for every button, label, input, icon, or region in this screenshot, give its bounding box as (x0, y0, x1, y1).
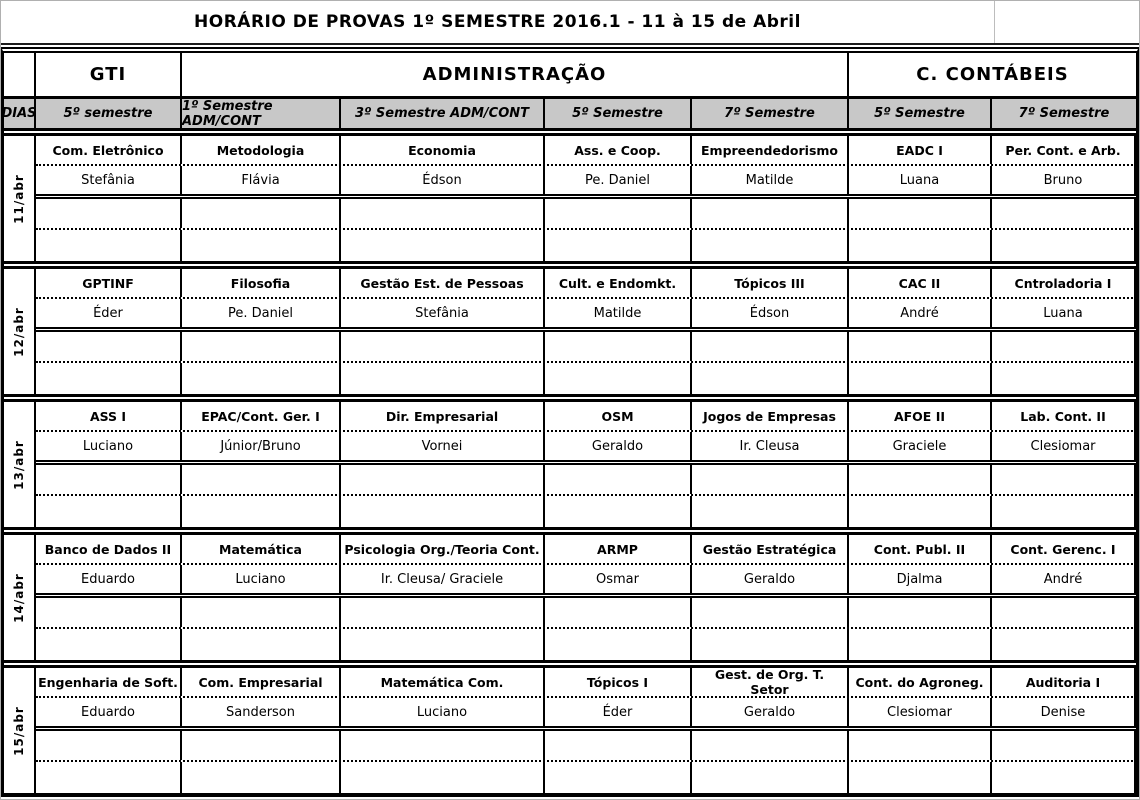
subject-cell: Tópicos I (545, 668, 692, 696)
subject-cell: Cult. e Endomkt. (545, 269, 692, 297)
day-label-cell (4, 136, 36, 261)
empty-row (36, 496, 1136, 527)
empty-row (36, 629, 1136, 660)
empty-cell (545, 230, 692, 261)
subject-cell: Metodologia (182, 136, 341, 164)
teacher-row (36, 432, 1136, 465)
teacher-cell: Éder (545, 698, 692, 726)
teacher-cell: Édson (341, 166, 545, 194)
semester-header: 3º Semestre ADM/CONT (341, 99, 545, 128)
empty-cell (692, 199, 849, 228)
empty-cell (849, 496, 992, 527)
subject-cell: CAC II (849, 269, 992, 297)
subject-row (36, 402, 1136, 432)
empty-cell (992, 762, 1136, 793)
teacher-cell: Geraldo (692, 698, 849, 726)
empty-row (36, 465, 1136, 496)
semester-header: 7º Semestre (1018, 106, 1110, 121)
teacher-cell: Ir. Cleusa (692, 432, 849, 460)
subject-cell: Per. Cont. e Arb. (992, 136, 1136, 164)
subject-cell: Tópicos III (692, 269, 849, 297)
subject-cell: Engenharia de Soft. (36, 668, 182, 696)
teacher-cell: Flávia (182, 166, 341, 194)
empty-cell (182, 496, 341, 527)
empty-cell (992, 629, 1136, 660)
empty-cell (692, 332, 849, 361)
empty-cell (545, 598, 692, 627)
teacher-cell: Júnior/Bruno (182, 432, 341, 460)
empty-cell (545, 731, 692, 760)
subject-row (36, 136, 1136, 166)
subject-cell: Psicologia Org./Teoria Cont. (341, 535, 545, 563)
empty-cell (36, 496, 182, 527)
teacher-cell: Stefânia (341, 299, 545, 327)
day-label-cell (4, 668, 36, 793)
subject-cell: Empreendedorismo (692, 136, 849, 164)
empty-cell (545, 465, 692, 494)
empty-cell (692, 762, 849, 793)
subject-cell: Jogos de Empresas (692, 402, 849, 430)
empty-cell (849, 332, 992, 361)
empty-row (36, 731, 1136, 762)
subject-cell: Gestão Est. de Pessoas (341, 269, 545, 297)
empty-cell (545, 762, 692, 793)
subject-cell: Ass. e Coop. (545, 136, 692, 164)
day-label: 13/abr (12, 439, 26, 490)
teacher-row (36, 299, 1136, 332)
teacher-cell: Luciano (341, 698, 545, 726)
empty-cell (545, 363, 692, 394)
semester-header-row (1, 98, 1136, 131)
dias-header: DIAS (4, 99, 36, 128)
empty-cell (341, 230, 545, 261)
empty-cell (182, 598, 341, 627)
empty-cell (36, 629, 182, 660)
subject-cell: Matemática Com. (341, 668, 545, 696)
subject-cell: Com. Empresarial (182, 668, 341, 696)
empty-cell (341, 363, 545, 394)
empty-cell (341, 762, 545, 793)
teacher-cell: Luana (849, 166, 992, 194)
subject-cell: GPTINF (36, 269, 182, 297)
semester-header: 1º Semestre ADM/CONT (182, 99, 341, 128)
day-block (4, 532, 1136, 663)
empty-cell (182, 762, 341, 793)
day-blocks-container (4, 133, 1136, 793)
empty-row (36, 363, 1136, 394)
empty-cell (849, 230, 992, 261)
empty-cell (182, 199, 341, 228)
subject-cell: Banco de Dados II (36, 535, 182, 563)
empty-cell (341, 465, 545, 494)
empty-cell (692, 230, 849, 261)
teacher-cell: Geraldo (692, 565, 849, 593)
day-block (4, 133, 1136, 264)
subject-cell: ASS I (36, 402, 182, 430)
day-label: 11/abr (12, 173, 26, 224)
empty-cell (341, 629, 545, 660)
empty-cell (849, 629, 992, 660)
title-corner-cell (995, 1, 1139, 43)
empty-cell (692, 731, 849, 760)
empty-cell (182, 230, 341, 261)
title-band (1, 1, 1139, 45)
teacher-cell: Djalma (849, 565, 992, 593)
empty-cell (992, 598, 1136, 627)
day-rows (36, 535, 1136, 660)
subject-row (36, 269, 1136, 299)
empty-cell (341, 496, 545, 527)
semester-header: 5º semestre (36, 99, 182, 128)
empty-cell (182, 731, 341, 760)
empty-cell (341, 332, 545, 361)
empty-cell (992, 199, 1136, 228)
empty-cell (692, 598, 849, 627)
subject-cell: ARMP (545, 535, 692, 563)
dias-spacer-cell (4, 53, 36, 96)
empty-cell (341, 199, 545, 228)
empty-cell (36, 731, 182, 760)
empty-cell (849, 465, 992, 494)
subject-cell: Cont. Publ. II (849, 535, 992, 563)
subject-cell: Gestão Estratégica (692, 535, 849, 563)
course-group-header-row (4, 53, 1136, 99)
day-block (4, 266, 1136, 397)
teacher-cell: Matilde (692, 166, 849, 194)
teacher-cell: Vornei (341, 432, 545, 460)
subject-row (36, 668, 1136, 698)
teacher-cell: Eduardo (36, 698, 182, 726)
empty-cell (36, 332, 182, 361)
empty-cell (36, 199, 182, 228)
subject-cell: Cntroladoria I (992, 269, 1136, 297)
day-rows (36, 136, 1136, 261)
teacher-cell: Luciano (36, 432, 182, 460)
empty-cell (849, 363, 992, 394)
empty-cell (545, 496, 692, 527)
empty-cell (341, 731, 545, 760)
subject-cell: AFOE II (849, 402, 992, 430)
day-rows (36, 668, 1136, 793)
semester-header: 5º Semestre (849, 99, 992, 128)
subject-cell: Economia (341, 136, 545, 164)
teacher-cell: Osmar (545, 565, 692, 593)
column-group-administracao: ADMINISTRAÇÃO (182, 53, 849, 96)
teacher-cell: Sanderson (182, 698, 341, 726)
subject-cell: Lab. Cont. II (992, 402, 1136, 430)
teacher-cell: Eduardo (36, 565, 182, 593)
day-label: 15/abr (12, 705, 26, 756)
day-label: 12/abr (12, 306, 26, 357)
subject-cell: EADC I (849, 136, 992, 164)
empty-cell (992, 230, 1136, 261)
empty-cell (545, 629, 692, 660)
teacher-cell: Clesiomar (992, 432, 1136, 460)
empty-row (36, 332, 1136, 363)
semester-header: 7º Semestre (692, 99, 849, 128)
day-rows (36, 269, 1136, 394)
empty-cell (36, 230, 182, 261)
teacher-cell: Graciele (849, 432, 992, 460)
teacher-cell: Éder (36, 299, 182, 327)
empty-cell (36, 363, 182, 394)
teacher-cell: Bruno (992, 166, 1136, 194)
empty-cell (692, 465, 849, 494)
subject-row (36, 535, 1136, 565)
empty-cell (545, 332, 692, 361)
empty-cell (992, 496, 1136, 527)
subject-cell: Gest. de Org. T. Setor (692, 668, 849, 696)
teacher-cell: Luana (992, 299, 1136, 327)
empty-cell (692, 496, 849, 527)
empty-cell (692, 629, 849, 660)
teacher-cell: Stefânia (36, 166, 182, 194)
empty-cell (36, 598, 182, 627)
teacher-cell: André (992, 565, 1136, 593)
empty-cell (992, 332, 1136, 361)
page-title: HORÁRIO DE PROVAS 1º SEMESTRE 2016.1 - 11 à 15 de Abril (1, 1, 995, 43)
teacher-row (36, 166, 1136, 199)
teacher-row (36, 565, 1136, 598)
empty-row (36, 199, 1136, 230)
teacher-cell: Matilde (545, 299, 692, 327)
empty-cell (182, 465, 341, 494)
teacher-cell: Clesiomar (849, 698, 992, 726)
day-block (4, 399, 1136, 530)
teacher-cell: Édson (692, 299, 849, 327)
column-group-gti: GTI (36, 53, 182, 96)
day-block (4, 665, 1136, 793)
empty-cell (545, 199, 692, 228)
empty-cell (849, 731, 992, 760)
day-label-cell (4, 535, 36, 660)
subject-cell: Cont. Gerenc. I (992, 535, 1136, 563)
teacher-cell: Pe. Daniel (545, 166, 692, 194)
empty-cell (849, 762, 992, 793)
teacher-cell: Denise (992, 698, 1136, 726)
empty-row (36, 762, 1136, 793)
schedule-table (1, 47, 1139, 797)
teacher-cell: Geraldo (545, 432, 692, 460)
subject-cell: Filosofia (182, 269, 341, 297)
empty-cell (182, 332, 341, 361)
empty-cell (182, 629, 341, 660)
empty-cell (849, 199, 992, 228)
empty-cell (992, 465, 1136, 494)
empty-cell (36, 762, 182, 793)
empty-cell (849, 598, 992, 627)
day-rows (36, 402, 1136, 527)
semester-header: 5º Semestre (545, 99, 692, 128)
empty-cell (36, 465, 182, 494)
subject-cell: Com. Eletrônico (36, 136, 182, 164)
teacher-row (36, 698, 1136, 731)
subject-cell: Auditoria I (992, 668, 1136, 696)
subject-cell: Dir. Empresarial (341, 402, 545, 430)
teacher-cell: André (849, 299, 992, 327)
empty-row (36, 598, 1136, 629)
subject-cell: EPAC/Cont. Ger. I (182, 402, 341, 430)
empty-row (36, 230, 1136, 261)
empty-cell (182, 363, 341, 394)
empty-cell (992, 731, 1136, 760)
teacher-cell: Ir. Cleusa/ Graciele (341, 565, 545, 593)
day-label-cell (4, 402, 36, 527)
teacher-cell: Luciano (182, 565, 341, 593)
column-group-contabeis: C. CONTÁBEIS (916, 64, 1069, 85)
empty-cell (341, 598, 545, 627)
empty-cell (992, 363, 1136, 394)
empty-cell (692, 363, 849, 394)
day-label: 14/abr (12, 572, 26, 623)
subject-cell: Matemática (182, 535, 341, 563)
teacher-cell: Pe. Daniel (182, 299, 341, 327)
subject-cell: Cont. do Agroneg. (849, 668, 992, 696)
day-label-cell (4, 269, 36, 394)
subject-cell: OSM (545, 402, 692, 430)
